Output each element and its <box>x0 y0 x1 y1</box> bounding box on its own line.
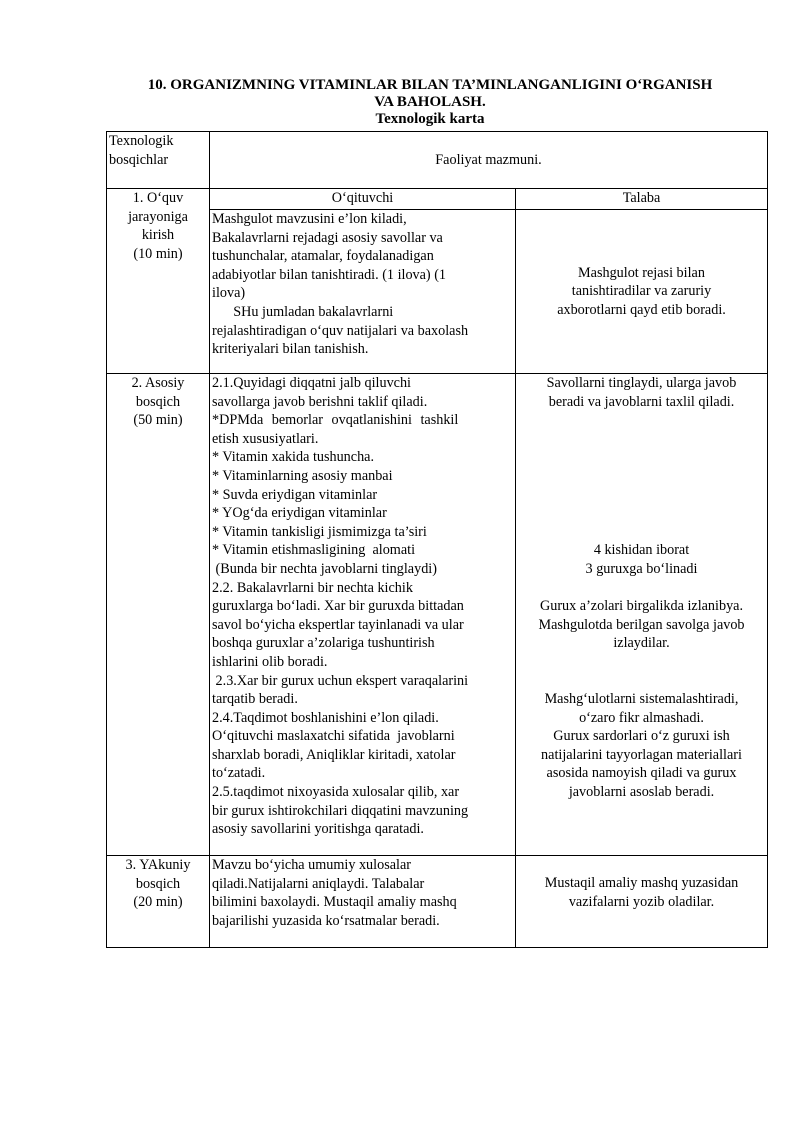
header-row <box>107 132 768 189</box>
stage-1-line-2: jarayoniga <box>128 208 188 225</box>
teacher-2-line: * YOg‘da eriydigan vitaminlar <box>212 505 387 522</box>
student-2-line: asosida namoyish qiladi va gurux <box>546 765 737 782</box>
technology-card-table <box>106 131 768 948</box>
student-2-line: Gurux a’zolari birgalikda izlanibya. <box>539 598 744 615</box>
teacher-1-line: kriteriyalari bilan tanishish. <box>212 341 369 358</box>
student-cell-2 <box>516 374 768 856</box>
student-2-line: Mashg‘ulotlarni sistemalashtiradi, <box>544 691 739 708</box>
stage-cell-2 <box>107 374 210 856</box>
teacher-2-line: etish xususiyatlari. <box>212 430 319 447</box>
student-header-label: Talaba <box>622 190 661 206</box>
teacher-cell-2 <box>210 374 516 856</box>
teacher-2-line: 2.1.Quyidagi diqqatni jalb qiluvchi <box>212 375 411 391</box>
student-cell-3 <box>516 856 768 948</box>
student-3-line: Mustaqil amaliy mashq yuzasidan <box>544 875 739 891</box>
teacher-header-label: O‘qituvchi <box>331 190 394 206</box>
subheader-row <box>107 189 768 210</box>
teacher-2-line: * Suvda eriydigan vitaminlar <box>212 486 378 503</box>
teacher-2-line: *DPMda bemorlar ovqatlanishini tashkil <box>212 412 459 429</box>
student-2-line: natijalarini tayyorlagan materiallari <box>541 746 742 763</box>
title-line-3: Texnologik karta <box>375 111 485 127</box>
student-1-line: axborotlarni qayd etib boradi. <box>557 301 726 318</box>
title-line-2: VA BAHOLASH. <box>374 94 486 110</box>
teacher-cell-3 <box>210 856 516 948</box>
student-header-cell <box>516 189 768 210</box>
teacher-1-line: Bakalavrlarni rejadagi asosiy savollar va <box>212 229 443 246</box>
teacher-2-line: O‘qituvchi maslaxatchi sifatida javoblarni <box>212 728 455 745</box>
student-1-line: Mashgulot rejasi bilan <box>578 264 705 281</box>
stage-3-line-3: (20 min) <box>133 894 183 911</box>
teacher-header-cell <box>210 189 516 210</box>
teacher-3-line: bajarilishi yuzasida ko‘rsatmalar beradi. <box>212 912 440 929</box>
student-2-line: 4 kishidan iborat <box>593 542 690 559</box>
student-2-line: o‘zaro fikr almashadi. <box>579 709 704 726</box>
teacher-1-line: Mashgulot mavzusini e’lon kiladi, <box>212 211 407 227</box>
stage-1-line-3: kirish <box>141 227 175 244</box>
teacher-2-line: ishlarini olib boradi. <box>212 653 328 670</box>
stage-2-line-2: bosqich <box>135 393 181 410</box>
teacher-2-line: guruxlarga bo‘ladi. Xar bir guruxda bittadan <box>212 598 464 615</box>
teacher-2-line: to‘zatadi. <box>212 765 266 782</box>
table-row <box>107 374 768 856</box>
student-2-line: Savollarni tinglaydi, ularga javob <box>546 375 737 391</box>
teacher-1-line: rejalashtiradigan o‘quv natijalari va baxolash <box>212 322 469 339</box>
stage-1-line-4: (10 min) <box>133 245 183 262</box>
student-2-line: izlaydilar. <box>613 635 670 652</box>
stage-2-line-1: 2. Asosiy <box>131 375 185 391</box>
student-2-line: javoblarni asoslab beradi. <box>568 784 715 801</box>
stage-3-line-2: bosqich <box>135 875 181 892</box>
teacher-3-line: qiladi.Natijalarni aniqlaydi. Talabalar <box>212 875 425 892</box>
teacher-2-line: savol bo‘yicha ekspertlar tayinlanadi va ular <box>212 616 464 633</box>
content-header-label: Faoliyat mazmuni. <box>435 151 542 168</box>
teacher-3-line: bilimini baxolaydi. Mustaqil amaliy mashq <box>212 894 457 911</box>
student-1-line: tanishtiradilar va zaruriy <box>571 283 712 300</box>
teacher-2-line: 2.2. Bakalavrlarni bir nechta kichik <box>212 579 413 596</box>
stage-cell-3 <box>107 856 210 948</box>
teacher-2-line: * Vitamin tankisligi jismimizga ta’siri <box>212 523 427 540</box>
teacher-2-line: sharxlab boradi, Aniqliklar kiritadi, xatolar <box>212 746 456 763</box>
teacher-2-line: * Vitamin etishmasligining alomati <box>212 542 416 559</box>
teacher-2-line: * Vitamin xakida tushuncha. <box>212 449 375 466</box>
stage-3-line-1: 3. YAkuniy <box>125 857 191 873</box>
stage-1-line-1: 1. O‘quv <box>132 190 184 206</box>
teacher-1-line: SHu jumladan bakalavrlarni <box>212 303 394 320</box>
teacher-2-line: asosiy savollarini yoritishga qaratadi. <box>212 821 424 838</box>
student-2-line: Mashgulotda berilgan savolga javob <box>538 616 745 633</box>
stage-cell-1 <box>107 189 210 374</box>
teacher-2-line: (Bunda bir nechta javoblarni tinglaydi) <box>212 560 437 577</box>
document-title <box>100 77 760 128</box>
teacher-1-line: tushunchalar, atamalar, foydalanadigan <box>212 248 434 265</box>
student-3-line: vazifalarni yozib oladilar. <box>568 893 715 910</box>
stages-header-cell <box>107 132 210 189</box>
student-2-line: beradi va javoblarni taxlil qiladi. <box>548 393 735 410</box>
stage-2-line-3: (50 min) <box>133 412 183 429</box>
teacher-2-line: tarqatib beradi. <box>212 691 298 708</box>
student-2-line: 3 guruxga bo‘linadi <box>585 560 698 577</box>
teacher-2-line: savollarga javob berishni taklif qiladi. <box>212 393 428 410</box>
student-2-line: Gurux sardorlari o‘z guruxi ish <box>553 728 730 745</box>
teacher-2-line: 2.3.Xar bir gurux uchun ekspert varaqalarini <box>212 672 469 689</box>
teacher-2-line: * Vitaminlarning asosiy manbai <box>212 467 393 484</box>
table-row <box>107 856 768 948</box>
student-cell-1 <box>516 210 768 374</box>
teacher-1-line: adabiyotlar bilan tanishtiradi. (1 ilova) (1 <box>212 266 447 283</box>
stages-header-line-1: Texnologik <box>109 133 174 149</box>
teacher-2-line: 2.4.Taqdimot boshlanishini e’lon qiladi. <box>212 709 439 726</box>
teacher-2-line: bir gurux ishtirokchilari diqqatini mavzuning <box>212 802 469 819</box>
teacher-2-line: 2.5.taqdimot nixoyasida xulosalar qilib, xar <box>212 784 460 801</box>
teacher-1-line: ilova) <box>212 285 246 302</box>
teacher-2-line: boshqa guruxlar a’zolariga tushuntirish <box>212 635 435 652</box>
title-line-1: 10. ORGANIZMNING VITAMINLAR BILAN TA’MINLANGANLIGINI O‘RGANISH <box>147 77 713 93</box>
teacher-cell-1 <box>210 210 516 374</box>
stages-header-line-2: bosqichlar <box>109 151 169 168</box>
content-header-cell <box>210 132 768 189</box>
teacher-3-line: Mavzu bo‘yicha umumiy xulosalar <box>212 857 411 873</box>
